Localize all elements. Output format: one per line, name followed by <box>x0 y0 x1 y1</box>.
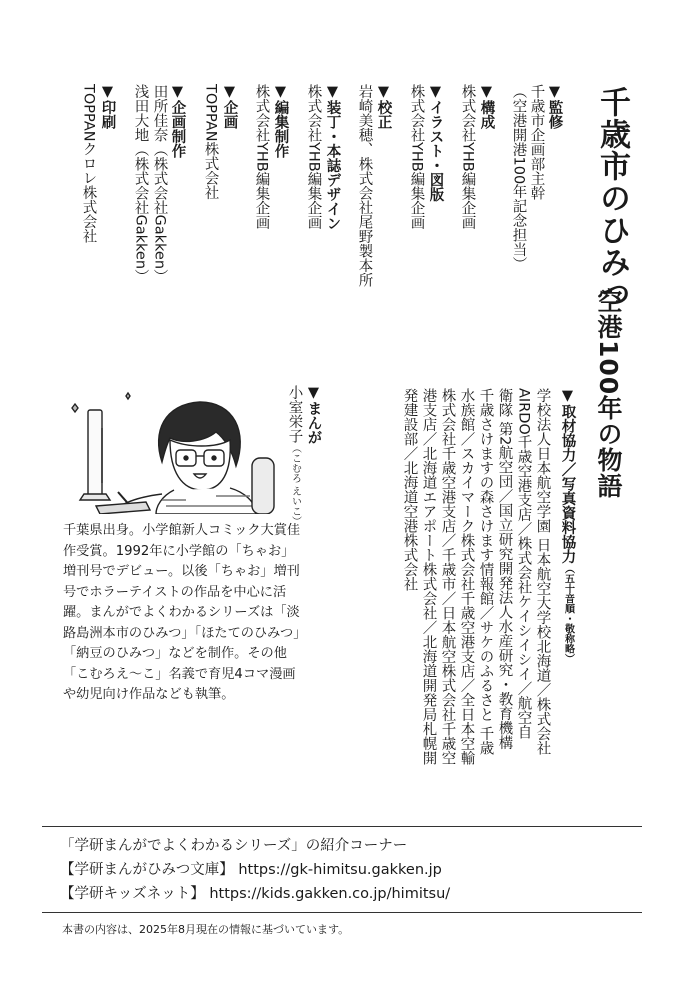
credit-line: TOPPANクロレ株式会社 <box>80 84 97 244</box>
cooperation-line: 水族館／スカイマーク株式会社千歳空港支店／全日本空輸 <box>458 388 475 765</box>
cooperation-line: 株式会社千歳空港支店／千歳市／日本航空株式会社千歳空 <box>439 388 456 765</box>
page-title: 千歳市のひみつ <box>594 86 630 310</box>
credit-heading: ▼イラスト・図版 <box>427 84 444 202</box>
credit-line: 浅田大地（株式会社Gakken） <box>132 84 149 284</box>
cooperation-line: AIRDO千歳空港支店／株式会社ケイシイシイ／航空自 <box>515 388 532 740</box>
credit-line: TOPPAN株式会社 <box>202 84 219 200</box>
credit-line: 岩崎美穂、株式会社尾野製本所 <box>356 84 373 287</box>
credit-heading: ▼装丁・本誌デザイン <box>324 84 341 231</box>
credit-line: 千歳市企画部主幹 <box>528 84 545 200</box>
link-kids-net[interactable]: 【学研キッズネット】 https://kids.gakken.co.jp/himitsu/ <box>60 886 451 902</box>
page-subtitle: 空港100年の物語 <box>594 288 623 500</box>
cooperation-line: 千歳さけますの森さけます情報館／サケのふるさと 千歳 <box>477 388 494 756</box>
credit-line: 田所佳奈（株式会社Gakken） <box>151 84 168 284</box>
credit-line: 株式会社YHB編集企画 <box>408 84 425 230</box>
credit-heading: ▼企画 <box>221 84 238 129</box>
manga-artist-name: 小室栄子（こむろ えいこ） <box>286 385 303 527</box>
artist-illustration <box>66 388 278 514</box>
credit-heading: ▼企画制作 <box>169 84 186 158</box>
credit-line: 株式会社YHB編集企画 <box>459 84 476 230</box>
credit-heading: ▼編集制作 <box>272 84 289 158</box>
credit-line: 株式会社YHB編集企画 <box>305 84 322 230</box>
manga-heading: ▼まんが <box>305 385 322 445</box>
cooperation-line: 学校法人日本航空学園 日本航空大学校北海道／株式会社 <box>534 388 551 756</box>
cooperation-note: （五十音順・敬称略） <box>562 563 574 664</box>
credit-line: 株式会社YHB編集企画 <box>253 84 270 230</box>
footnote: 本書の内容は、2025年8月現在の情報に基づいています。 <box>62 923 350 936</box>
links-box <box>42 826 642 913</box>
credit-line: （空港開港100年記念担当） <box>510 84 527 272</box>
credit-heading: ▼校正 <box>375 84 392 129</box>
links-heading: 「学研まんがでよくわかるシリーズ」の紹介コーナー <box>60 838 408 854</box>
manga-artist-reading: （こむろ えいこ） <box>289 443 301 527</box>
credit-heading: ▼構成 <box>478 84 495 129</box>
credit-heading: ▼監修 <box>546 84 563 129</box>
cooperation-line: 衛隊 第2航空団／国立研究開発法人水産研究・教育機構 <box>496 388 513 750</box>
link-himitsu-bunko[interactable]: 【学研まんがひみつ文庫】 https://gk-himitsu.gakken.jp <box>60 862 442 878</box>
credit-heading: ▼印刷 <box>99 84 116 129</box>
cooperation-line: 港支店／北海道エアポート株式会社／北海道開発局札幌開 <box>420 388 437 765</box>
cooperation-line: 発建設部／北海道空港株式会社 <box>401 388 418 591</box>
cooperation-heading: ▼取材協力／写真資料協力（五十音順・敬称略） <box>559 388 576 664</box>
manga-artist-bio: 千葉県出身。小学館新人コミック大賞佳作受賞。1992年に小学館の「ちゃお」増刊号でデビュー。以後「ちゃお」増刊号でホラーテイストの作品を中心に活躍。まんがでよくわかるシリーズは「淡路島洲本市のひみつ」「ほたてのひみつ」「納豆のひみつ」などを制作。その他「こむろえ〜こ」名義で育児4コマ漫画や幼児向け作品なども執筆。 <box>63 523 301 702</box>
